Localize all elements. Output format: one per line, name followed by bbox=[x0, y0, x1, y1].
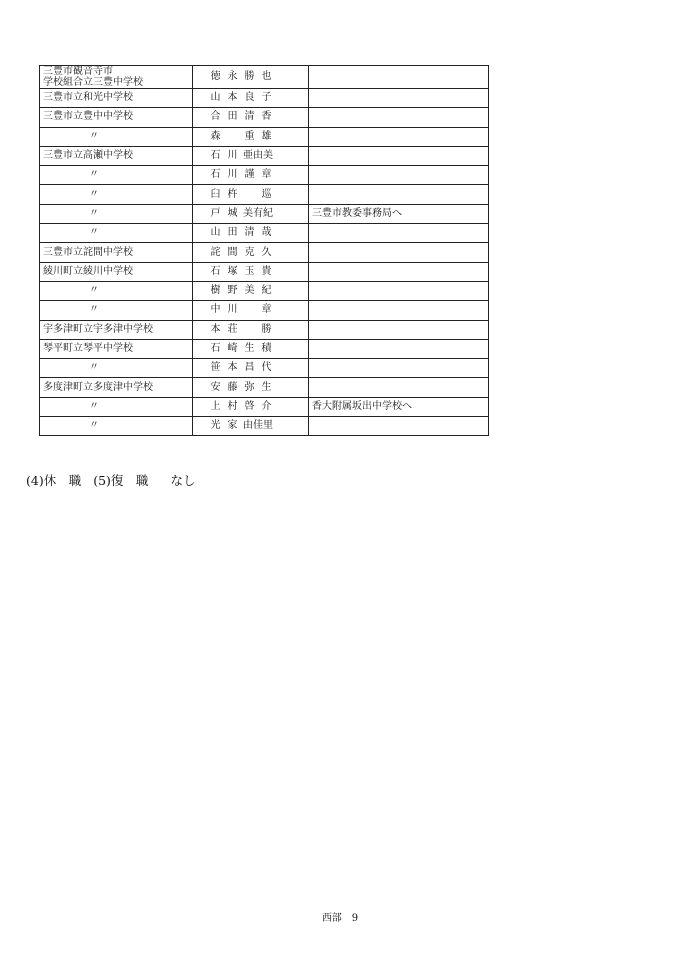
name-part: 塚 bbox=[227, 265, 238, 277]
name-part: 紀 bbox=[261, 285, 272, 297]
page-number: 西部 9 bbox=[321, 913, 359, 924]
name-part: 詫 bbox=[210, 246, 221, 258]
teacher-name-cell bbox=[193, 204, 309, 223]
table-row bbox=[40, 108, 489, 127]
name-part: 石 bbox=[210, 265, 221, 277]
name-part: 亜由美 bbox=[243, 150, 273, 162]
table-row bbox=[40, 397, 489, 416]
name-part: 樹 bbox=[210, 285, 221, 297]
name-part: 生 bbox=[261, 381, 272, 393]
name-part: 戸 bbox=[210, 207, 221, 219]
ditto-mark: 〃 bbox=[89, 304, 99, 316]
table-row bbox=[40, 127, 489, 146]
teacher-name-cell bbox=[193, 281, 309, 300]
teacher-name-cell bbox=[193, 185, 309, 204]
school-cell bbox=[40, 339, 193, 358]
name-part: 光 bbox=[210, 420, 221, 432]
name-part: 香 bbox=[261, 111, 272, 123]
teacher-name-cell bbox=[193, 359, 309, 378]
teacher-name-cell bbox=[193, 320, 309, 339]
teacher-name-cell bbox=[193, 127, 309, 146]
name-part: 田 bbox=[227, 227, 238, 239]
name-part: 川 bbox=[227, 150, 238, 162]
teacher-name-cell bbox=[193, 224, 309, 243]
name-part: 荘 bbox=[227, 323, 238, 335]
note-cell bbox=[309, 417, 489, 436]
note-cell bbox=[309, 166, 489, 185]
table-row bbox=[40, 417, 489, 436]
teacher-name-cell bbox=[193, 397, 309, 416]
teacher-name-cell bbox=[193, 146, 309, 165]
name-part: 森 bbox=[210, 130, 221, 142]
table-row bbox=[40, 204, 489, 223]
name-part: 城 bbox=[227, 207, 238, 219]
table-row bbox=[40, 243, 489, 262]
name-part: 杵 bbox=[227, 188, 238, 200]
table-body bbox=[40, 66, 489, 436]
name-part: 村 bbox=[227, 400, 238, 412]
ditto-mark: 〃 bbox=[89, 420, 99, 432]
school-cell bbox=[40, 166, 193, 185]
name-part: 勝 bbox=[261, 323, 272, 335]
note-text: 香大附属坂出中学校へ bbox=[312, 400, 412, 412]
name-part: 清 bbox=[244, 111, 255, 123]
note-cell bbox=[309, 359, 489, 378]
table-row bbox=[40, 339, 489, 358]
school-cell bbox=[40, 204, 193, 223]
school-name: 多度津町立多度津中学校 bbox=[43, 381, 153, 393]
table-row bbox=[40, 281, 489, 300]
table-row bbox=[40, 89, 489, 108]
school-name: 綾川町立綾川中学校 bbox=[43, 265, 133, 277]
ditto-mark: 〃 bbox=[89, 169, 99, 181]
ditto-mark: 〃 bbox=[89, 400, 99, 412]
name-part: 美 bbox=[244, 285, 255, 297]
school-cell bbox=[40, 281, 193, 300]
table-row bbox=[40, 224, 489, 243]
note-cell bbox=[309, 301, 489, 320]
teacher-name-cell bbox=[193, 417, 309, 436]
school-name: 宇多津町立宇多津中学校 bbox=[43, 323, 153, 335]
name-part: 永 bbox=[227, 71, 238, 82]
staff-transfer-table bbox=[39, 65, 489, 436]
status-value: なし bbox=[170, 473, 196, 488]
name-part: 安 bbox=[210, 381, 221, 393]
name-part: 玉 bbox=[244, 265, 255, 277]
name-part: 弥 bbox=[244, 381, 255, 393]
name-part: 啓 bbox=[244, 400, 255, 412]
name-part: 哉 bbox=[261, 227, 272, 239]
note-cell bbox=[309, 66, 489, 89]
table-row bbox=[40, 262, 489, 281]
name-part: 臼 bbox=[210, 188, 221, 200]
school-name: 三豊市立詫間中学校 bbox=[43, 246, 133, 258]
name-part: 昌 bbox=[244, 362, 255, 374]
name-part: 崎 bbox=[227, 343, 238, 354]
name-part: 克 bbox=[244, 246, 255, 258]
ditto-mark: 〃 bbox=[89, 207, 99, 219]
school-cell bbox=[40, 108, 193, 127]
teacher-name-cell bbox=[193, 339, 309, 358]
name-part: 中 bbox=[210, 304, 221, 316]
note-cell bbox=[309, 204, 489, 223]
name-part: 本 bbox=[227, 362, 238, 374]
name-part: 上 bbox=[210, 400, 221, 412]
teacher-name-cell bbox=[193, 262, 309, 281]
school-name: 三豊市立高瀬中学校 bbox=[43, 150, 133, 162]
note-cell bbox=[309, 378, 489, 397]
teacher-name-cell bbox=[193, 108, 309, 127]
note-cell bbox=[309, 339, 489, 358]
teacher-name-cell bbox=[193, 166, 309, 185]
name-part: 川 bbox=[227, 169, 238, 181]
name-part: 代 bbox=[261, 362, 272, 374]
name-part: 清 bbox=[244, 227, 255, 239]
teacher-name-cell bbox=[193, 243, 309, 262]
reinstatement-label: (5)復 職 bbox=[93, 473, 149, 488]
note-text: 三豊市教委事務局へ bbox=[312, 207, 402, 219]
teacher-name-cell bbox=[193, 89, 309, 108]
name-part: 也 bbox=[261, 71, 272, 82]
name-part: 石 bbox=[210, 150, 221, 162]
name-part: 由佳里 bbox=[243, 420, 273, 432]
school-name: 三豊市立和光中学校 bbox=[43, 92, 133, 104]
note-cell bbox=[309, 224, 489, 243]
name-part: 雄 bbox=[261, 130, 272, 142]
name-part: 本 bbox=[210, 323, 221, 335]
school-cell bbox=[40, 224, 193, 243]
table-row bbox=[40, 359, 489, 378]
note-cell bbox=[309, 320, 489, 339]
name-part: 重 bbox=[244, 130, 255, 142]
name-part: 川 bbox=[227, 304, 238, 316]
ditto-mark: 〃 bbox=[89, 362, 99, 374]
name-part: 介 bbox=[261, 400, 272, 412]
ditto-mark: 〃 bbox=[89, 188, 99, 200]
leave-status-line bbox=[26, 471, 195, 489]
school-cell bbox=[40, 378, 193, 397]
leave-label: (4)休 職 bbox=[26, 473, 82, 488]
note-cell bbox=[309, 397, 489, 416]
name-part: 山 bbox=[210, 92, 221, 104]
name-part: 美有紀 bbox=[243, 207, 273, 219]
school-line: 三豊市観音寺市 bbox=[43, 66, 113, 77]
table-row bbox=[40, 320, 489, 339]
school-cell bbox=[40, 89, 193, 108]
note-cell bbox=[309, 243, 489, 262]
note-cell bbox=[309, 146, 489, 165]
school-name: 三豊市立豊中中学校 bbox=[43, 111, 133, 123]
name-part: 山 bbox=[210, 227, 221, 239]
table-row bbox=[40, 66, 489, 89]
school-cell bbox=[40, 397, 193, 416]
note-cell bbox=[309, 185, 489, 204]
note-cell bbox=[309, 281, 489, 300]
name-part: 久 bbox=[261, 246, 272, 258]
name-part: 章 bbox=[261, 304, 272, 316]
school-cell bbox=[40, 301, 193, 320]
school-cell bbox=[40, 127, 193, 146]
table-row bbox=[40, 378, 489, 397]
name-part: 勝 bbox=[244, 71, 255, 82]
school-cell bbox=[40, 243, 193, 262]
ditto-mark: 〃 bbox=[89, 285, 99, 297]
school-cell bbox=[40, 359, 193, 378]
school-line: 学校組合立三豊中学校 bbox=[43, 77, 143, 88]
ditto-mark: 〃 bbox=[89, 227, 99, 239]
table-row bbox=[40, 185, 489, 204]
table-row bbox=[40, 166, 489, 185]
school-cell bbox=[40, 320, 193, 339]
ditto-mark: 〃 bbox=[89, 130, 99, 142]
note-cell bbox=[309, 127, 489, 146]
name-part: 合 bbox=[210, 111, 221, 123]
school-cell bbox=[40, 185, 193, 204]
name-part: 徳 bbox=[210, 71, 221, 82]
name-part: 野 bbox=[227, 285, 238, 297]
note-cell bbox=[309, 108, 489, 127]
name-part: 章 bbox=[261, 169, 272, 181]
school-cell bbox=[40, 146, 193, 165]
teacher-name-cell bbox=[193, 66, 309, 89]
school-cell bbox=[40, 262, 193, 281]
name-part: 謹 bbox=[244, 169, 255, 181]
note-cell bbox=[309, 262, 489, 281]
note-cell bbox=[309, 89, 489, 108]
table-row bbox=[40, 146, 489, 165]
table-row bbox=[40, 301, 489, 320]
school-name: 琴平町立琴平中学校 bbox=[43, 343, 133, 354]
name-part: 石 bbox=[210, 169, 221, 181]
school-cell bbox=[40, 417, 193, 436]
school-cell bbox=[40, 66, 193, 89]
name-part: 良 bbox=[244, 92, 255, 104]
teacher-name-cell bbox=[193, 378, 309, 397]
name-part: 積 bbox=[261, 343, 272, 354]
name-part: 子 bbox=[261, 92, 272, 104]
name-part: 石 bbox=[210, 343, 221, 354]
name-part: 家 bbox=[227, 420, 238, 432]
name-part: 間 bbox=[227, 246, 238, 258]
name-part: 笹 bbox=[210, 362, 221, 374]
name-part: 本 bbox=[227, 92, 238, 104]
teacher-name-cell bbox=[193, 301, 309, 320]
name-part: 田 bbox=[227, 111, 238, 123]
name-part: 巡 bbox=[261, 188, 272, 200]
name-part: 藤 bbox=[227, 381, 238, 393]
name-part: 貴 bbox=[261, 265, 272, 277]
name-part: 生 bbox=[244, 343, 255, 354]
